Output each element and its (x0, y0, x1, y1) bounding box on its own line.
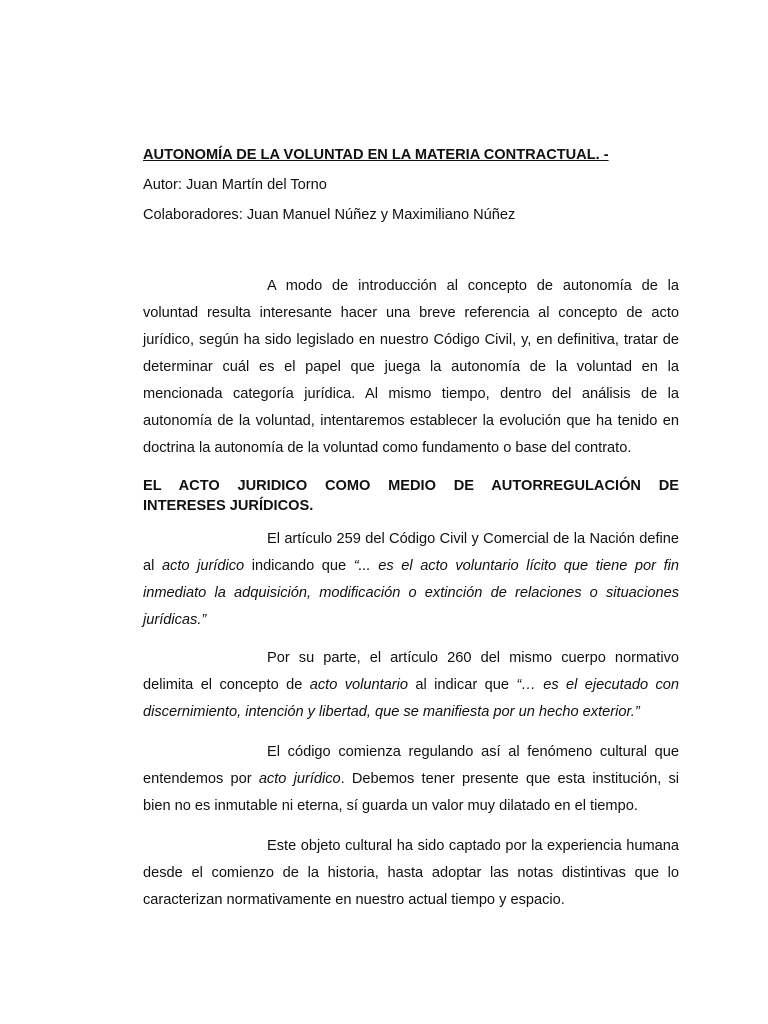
author-line: Autor: Juan Martín del Torno (143, 177, 327, 193)
section-heading-line2: INTERESES JURÍDICOS. (143, 498, 314, 514)
italic-quote: “… es el ejecutado con discernimiento, intención y libertad, que se manifiesta por un hecho exterior.” (143, 677, 680, 720)
intro-paragraph: A modo de introducción al concepto de autonomía de la voluntad resulta interesante hacer una breve referencia al concepto de acto jurídico, según ha sido legislado en nuestro Código Civil, y, en definitiva, tratar de determinar cuál es el papel que juega la autonomía de la voluntad en la mencionada categoría jurídica. Al mismo tiempo, dentro del análisis de la autonomía de la voluntad, intentaremos establecer la evolución que ha tenido en doctrina la autonomía de la voluntad como fundamento o base del contrato. (143, 278, 679, 456)
italic-term: acto jurídico (161, 558, 245, 574)
codigo-paragraph (143, 739, 679, 820)
document-title: AUTONOMÍA DE LA VOLUNTAD EN LA MATERIA CONTRACTUAL. - (143, 147, 609, 163)
objeto-cultural-paragraph: Este objeto cultural ha sido captado por la experiencia humana desde el comienzo de la historia, hasta adoptar las notas distintivas que lo caracterizan normativamente en nuestro actual tiempo y espacio. (143, 838, 679, 908)
text-segment: El artículo 259 del Código Civil y Comercial de la Nación define al (143, 531, 679, 574)
text-segment: . Debemos tener presente que esta institución, si bien no es inmutable ni eterna, sí guarda un valor muy dilatado en el tiempo. (143, 771, 679, 814)
text-segment: El código comienza regulando así al fenómeno cultural que entendemos por (143, 744, 679, 787)
section-heading (143, 476, 679, 516)
italic-term: acto jurídico (258, 771, 341, 787)
collaborators-line: Colaboradores: Juan Manuel Núñez y Maximiliano Núñez (143, 207, 516, 223)
italic-quote: “... es el acto voluntario lícito que tiene por fin inmediato la adquisición, modificación o extinción de relaciones o situaciones jurídicas.” (143, 558, 679, 628)
article-259-paragraph (143, 526, 679, 634)
text-segment: indicando que (244, 558, 354, 574)
text-segment: al indicar que (408, 677, 517, 693)
text-segment: Por su parte, el artículo 260 del mismo cuerpo normativo delimita el concepto de (143, 650, 679, 693)
section-heading-line1: EL ACTO JURIDICO COMO MEDIO DE AUTORREGULACIÓN DE (143, 478, 679, 494)
italic-term: acto voluntario (309, 677, 409, 693)
document-body (143, 145, 679, 914)
article-260-paragraph (143, 645, 679, 726)
